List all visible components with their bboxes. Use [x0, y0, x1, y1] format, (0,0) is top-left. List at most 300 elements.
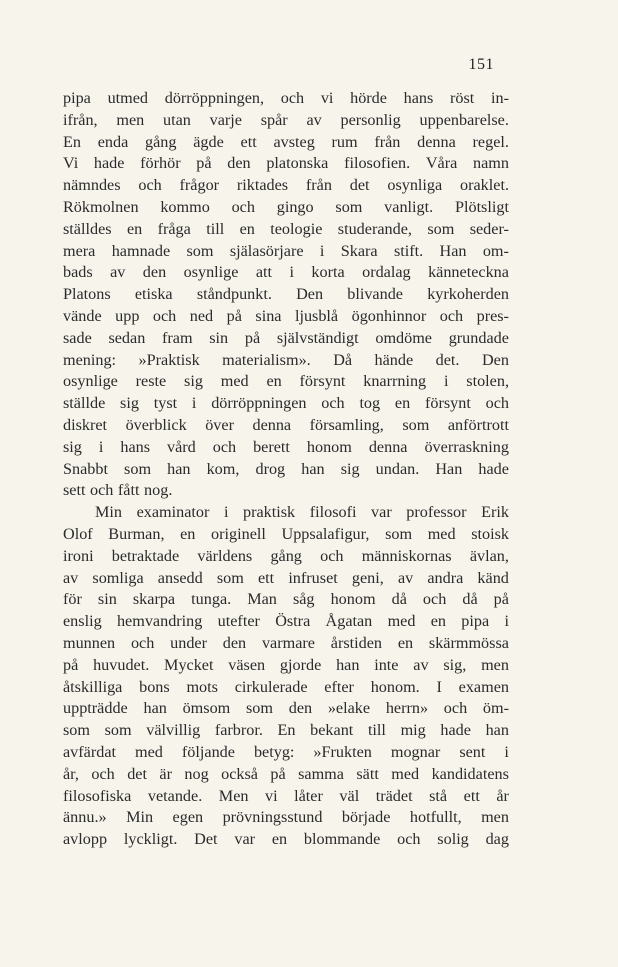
word: år, — [63, 764, 79, 783]
word: samma — [298, 764, 344, 783]
word: pipa — [63, 89, 91, 107]
word: den — [142, 263, 167, 282]
word: och — [138, 176, 162, 195]
word: hände — [374, 350, 414, 369]
word: ett — [463, 786, 480, 805]
word: tog — [359, 394, 381, 413]
word: blommande — [303, 830, 381, 849]
text-line — [63, 786, 509, 808]
word: själasörjare — [229, 241, 304, 260]
word: solig — [437, 830, 469, 849]
word: med — [135, 742, 163, 761]
word: reste — [135, 372, 167, 391]
word: till — [206, 219, 225, 238]
word: skarpa — [132, 590, 176, 609]
word: utefter — [217, 612, 260, 631]
text-line — [63, 153, 509, 175]
word: i — [504, 742, 509, 761]
word: skärmmössa — [428, 633, 509, 652]
word: ställde — [63, 394, 106, 413]
word: självständigt — [276, 328, 359, 347]
word: professor — [406, 503, 467, 522]
word: nog. — [144, 481, 173, 500]
word: och — [443, 699, 468, 718]
word: en — [430, 612, 446, 631]
word: fått — [117, 481, 140, 500]
word: år — [496, 786, 509, 805]
word: ävlan, — [469, 546, 509, 565]
word: till — [367, 721, 386, 740]
word: med — [391, 764, 420, 783]
word: av — [397, 568, 414, 587]
word: och — [320, 546, 344, 565]
word: somliga — [92, 568, 144, 587]
word: kom, — [206, 459, 240, 478]
word: ägde — [193, 132, 224, 151]
word: och — [130, 633, 155, 652]
word: i — [98, 437, 104, 456]
word: denna — [368, 437, 408, 456]
word: Skara — [340, 241, 378, 260]
word: sig, — [443, 655, 467, 674]
word: »Praktisk — [138, 350, 200, 369]
word: egen — [172, 808, 204, 827]
word: Då — [333, 350, 353, 369]
word: då — [391, 590, 407, 609]
word: av — [413, 655, 429, 674]
word: som — [427, 219, 455, 238]
word: sig — [184, 372, 203, 391]
word: spår — [260, 110, 288, 129]
word: och — [321, 394, 345, 413]
word: En — [277, 721, 296, 740]
word: enda — [97, 132, 129, 151]
text-line — [63, 197, 509, 219]
text-line — [63, 568, 509, 590]
word: som — [385, 524, 413, 543]
word: Men — [218, 786, 249, 805]
text-line — [63, 437, 509, 459]
word: Han — [439, 241, 467, 260]
word: stift. — [393, 241, 424, 260]
word: den — [222, 633, 247, 652]
word: mera — [63, 241, 96, 260]
word: med — [220, 372, 249, 391]
word: och — [91, 764, 115, 783]
word: Man — [247, 590, 277, 609]
word: ögonhinnor — [351, 306, 427, 325]
word: sätt — [356, 764, 379, 783]
word: huvudet. — [93, 655, 150, 674]
word: hotfullt, — [409, 808, 462, 827]
word: vi — [265, 786, 278, 805]
word: av — [306, 110, 322, 129]
word: filosofi — [309, 503, 357, 522]
word: betraktade — [111, 546, 180, 565]
word: knarrning — [363, 372, 427, 391]
word: han — [301, 459, 325, 478]
word: av — [110, 263, 126, 282]
word: och — [90, 481, 114, 500]
word: mening: — [63, 350, 117, 369]
word: honom. — [370, 677, 420, 696]
word: infruset — [288, 568, 338, 587]
word: ljusblå — [294, 306, 339, 325]
word: vi — [320, 89, 334, 107]
word: som — [216, 568, 244, 587]
word: han — [143, 699, 167, 718]
word: teologie — [270, 219, 323, 238]
word: farbror. — [214, 721, 263, 740]
word: mig — [400, 721, 426, 740]
word: över — [205, 415, 234, 434]
word: hade — [478, 459, 509, 478]
word: omdöme — [375, 328, 432, 347]
word: förhör — [140, 154, 181, 173]
word: i — [289, 263, 294, 282]
word: världens — [197, 546, 253, 565]
word: som — [245, 699, 273, 718]
word: som — [335, 197, 363, 216]
word: pres- — [476, 306, 509, 325]
word: Rökmolnen — [63, 197, 139, 216]
word: det — [127, 764, 147, 783]
word: nämndes — [63, 176, 121, 195]
text-line — [63, 480, 509, 502]
word: Den — [481, 350, 509, 369]
word: sent — [459, 742, 486, 761]
word: vård — [166, 437, 196, 456]
text-line — [63, 88, 509, 110]
word: försynt — [424, 394, 471, 413]
word: anförtrott — [447, 415, 509, 434]
word: av — [63, 568, 79, 587]
word: denna — [252, 415, 292, 434]
word: avfärdat — [63, 742, 117, 761]
word: vände — [63, 306, 102, 325]
word: på — [63, 655, 79, 674]
text-line — [63, 502, 509, 524]
word: etiska — [134, 285, 173, 304]
word: stoisk — [471, 524, 509, 543]
text-line — [63, 306, 509, 328]
word: uppträdde — [63, 699, 128, 718]
word: på — [270, 764, 286, 783]
word: oraklet. — [460, 176, 509, 195]
word: han — [167, 459, 191, 478]
word: avsteg — [273, 132, 315, 151]
word: i — [319, 241, 325, 260]
word: Mycket — [164, 655, 214, 674]
word: väl — [339, 786, 360, 805]
word: filosofien. — [344, 154, 411, 173]
word: överblick — [125, 415, 187, 434]
word: en — [271, 830, 288, 849]
word: dörröppningen — [211, 394, 307, 413]
word: I — [436, 677, 442, 696]
word: ironi — [63, 546, 94, 565]
word: i — [191, 394, 197, 413]
word: stolen, — [466, 372, 509, 391]
word: inte — [374, 655, 399, 674]
word: Den — [296, 285, 324, 304]
word: nog — [184, 764, 209, 783]
word: Burman, — [108, 524, 165, 543]
word: kandidatens — [431, 764, 509, 783]
word: var — [234, 830, 256, 849]
word: också — [221, 764, 258, 783]
word: hans — [120, 437, 151, 456]
word: utmed — [107, 89, 149, 107]
word: började — [341, 808, 391, 827]
text-line — [63, 524, 509, 546]
word: undan. — [375, 459, 420, 478]
word: kommo — [160, 197, 210, 216]
word: prövningsstund — [222, 808, 323, 827]
text-line — [63, 241, 509, 263]
word: hörde — [350, 89, 387, 107]
text-line — [63, 633, 509, 655]
word: sade — [63, 328, 92, 347]
word: upp — [115, 306, 140, 325]
word: den — [227, 154, 251, 173]
word: sig — [120, 394, 139, 413]
text-line — [63, 393, 509, 415]
word: hade — [440, 721, 471, 740]
word: en — [394, 394, 411, 413]
word: en — [239, 219, 255, 238]
word: människornas — [361, 546, 452, 565]
word: in- — [490, 89, 509, 107]
word: regel. — [472, 132, 509, 151]
word: avlopp — [63, 830, 108, 849]
word: seder- — [469, 219, 509, 238]
word: men — [481, 655, 509, 674]
word: Snabbt — [63, 459, 108, 478]
word: gingo — [276, 197, 314, 216]
word: ett — [240, 132, 257, 151]
word: och — [212, 437, 237, 456]
word: herrn» — [385, 699, 429, 718]
text-line — [63, 742, 509, 764]
word: och — [485, 394, 509, 413]
text-line — [63, 546, 509, 568]
word: Uppsalafigur, — [281, 524, 370, 543]
word: kyrkoherden — [427, 285, 509, 304]
word: betyg: — [253, 742, 295, 761]
word: åtskilliga — [63, 677, 123, 696]
word: varje — [209, 110, 242, 129]
word: såg — [292, 590, 315, 609]
word: gång — [270, 546, 302, 565]
word: som — [63, 721, 90, 740]
word: ifrån, — [63, 110, 98, 129]
word: ordalag — [362, 263, 411, 282]
word: från — [305, 176, 332, 195]
word: en — [126, 219, 143, 238]
text-line — [63, 698, 509, 720]
word: från — [374, 132, 401, 151]
word: som — [402, 415, 430, 434]
word: med — [427, 524, 456, 543]
word: drog — [255, 459, 286, 478]
word: som — [104, 721, 132, 740]
word: sin — [209, 328, 229, 347]
word: ömsom — [182, 699, 231, 718]
text-line — [63, 720, 509, 742]
word: trädet — [375, 786, 413, 805]
word: materialism». — [222, 350, 311, 369]
word: osynlige — [63, 372, 118, 391]
text-line — [63, 589, 509, 611]
word: osynlige — [183, 263, 239, 282]
word: bons — [139, 677, 170, 696]
word: Han — [435, 459, 463, 478]
word: på — [493, 590, 509, 609]
word: originell — [211, 524, 266, 543]
word: känd — [477, 568, 509, 587]
word: utan — [162, 110, 191, 129]
word: Min — [95, 503, 122, 522]
word: Min — [126, 808, 154, 827]
word: varmare — [261, 633, 315, 652]
text-line — [63, 175, 509, 197]
word: det. — [435, 350, 460, 369]
word: överraskning — [424, 437, 509, 456]
word: examen — [458, 677, 509, 696]
word: diskret — [63, 415, 108, 434]
text-line — [63, 110, 509, 132]
word: en — [397, 633, 414, 652]
word: hamnade — [111, 241, 171, 260]
word: och — [422, 590, 447, 609]
word: låter — [294, 786, 323, 805]
word: hade — [93, 154, 125, 173]
word: som — [124, 459, 152, 478]
word: tunga. — [191, 590, 232, 609]
text-line — [63, 829, 509, 851]
word: och — [397, 830, 421, 849]
word: var — [371, 503, 392, 522]
word: men — [116, 110, 145, 129]
word: ansedd — [157, 568, 203, 587]
word: den — [288, 699, 313, 718]
word: riktades — [236, 176, 289, 195]
word: osynliga — [387, 176, 443, 195]
word: cirkulerade — [234, 677, 308, 696]
word: Det — [194, 830, 218, 849]
word: välvillig — [146, 721, 201, 740]
word: uppenbarelse. — [419, 110, 509, 129]
word: korta — [311, 263, 345, 282]
word: församling, — [309, 415, 384, 434]
word: Platons — [63, 285, 111, 304]
word: en — [180, 524, 196, 543]
word: på — [244, 328, 261, 347]
text-line — [63, 459, 509, 481]
word: andra — [427, 568, 464, 587]
word: ännu.» — [63, 808, 107, 827]
word: efter — [324, 677, 354, 696]
text-line — [63, 219, 509, 241]
word: berett — [253, 437, 290, 456]
word: i — [223, 503, 229, 522]
word: enslig — [63, 612, 102, 631]
word: sig — [340, 459, 360, 478]
page-number: 151 — [468, 56, 494, 73]
word: En — [63, 132, 81, 151]
word: gjorde — [279, 655, 322, 674]
word: och — [439, 306, 464, 325]
text-line — [63, 677, 509, 699]
text-line — [63, 284, 509, 306]
word: grundade — [448, 328, 509, 347]
word: examinator — [136, 503, 210, 522]
text-line — [63, 415, 509, 437]
word: han — [336, 655, 360, 674]
word: om- — [482, 241, 509, 260]
text-line — [63, 764, 509, 786]
word: för — [63, 590, 82, 609]
word: »elake — [327, 699, 371, 718]
word: och — [231, 197, 255, 216]
word: honom — [330, 590, 376, 609]
word: sina — [255, 306, 282, 325]
word: Östra — [275, 612, 311, 631]
word: försynt — [299, 372, 346, 391]
word: ned — [189, 306, 214, 325]
text-line — [63, 328, 509, 350]
body-text — [63, 88, 509, 851]
word: honom — [306, 437, 352, 456]
word: ställdes — [63, 219, 112, 238]
word: han — [485, 721, 509, 740]
word: Olof — [63, 524, 93, 543]
text-line — [63, 655, 509, 677]
word: platonska — [266, 154, 329, 173]
word: Plötsligt — [454, 197, 509, 216]
word: filosofiska — [63, 786, 132, 805]
word: dag — [485, 830, 509, 849]
text-line — [63, 611, 509, 633]
word: praktisk — [243, 503, 296, 522]
word: ståndpunkt. — [196, 285, 272, 304]
word: rum — [331, 132, 358, 151]
word: hans — [403, 89, 434, 107]
word: med — [387, 612, 416, 631]
word: sett — [63, 481, 86, 500]
word: pipa — [461, 612, 490, 631]
word: namn — [472, 154, 509, 173]
word: och — [280, 89, 305, 107]
word: hemvandring — [116, 612, 203, 631]
word: det — [349, 176, 370, 195]
word: »Frukten — [313, 742, 372, 761]
word: mots — [186, 677, 218, 696]
word: röst — [450, 89, 475, 107]
word: Våra — [425, 154, 458, 173]
word: vanligt. — [384, 197, 434, 216]
word: en — [266, 372, 282, 391]
word: frågor — [179, 176, 220, 195]
text-line — [63, 807, 509, 829]
word: blivande — [347, 285, 403, 304]
word: och — [152, 306, 177, 325]
word: på — [226, 306, 242, 325]
word: sin — [97, 590, 117, 609]
text-line — [63, 371, 509, 393]
word: studerande, — [337, 219, 412, 238]
